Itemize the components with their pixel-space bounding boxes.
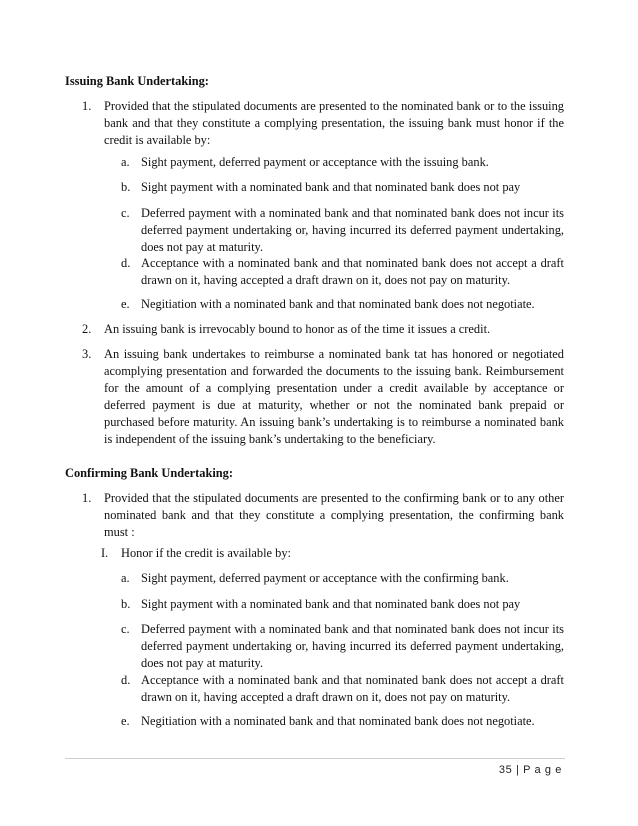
roman-text: Honor if the credit is available by: [121, 546, 291, 560]
page-number: 35 | P a g e [498, 764, 562, 776]
subitem-letter: a. [121, 155, 130, 169]
footer-divider [65, 758, 565, 759]
issuing-item-1 [82, 98, 564, 149]
item-text: An issuing bank is irrevocably bound to honor as of the time it issues a credit. [104, 322, 491, 336]
item-number: 3. [82, 347, 92, 361]
subitem-letter: c. [121, 206, 130, 220]
confirming-subitem-a [121, 570, 564, 587]
item-text: An issuing bank undertakes to reimburse a nominated bank tat has honored or negotiated acomplying presentation and forwarded the documents to the issuing bank. Reimbursement for the amount of a complying presentation under a credit available by acceptance or deferred payment is due at maturity, whether or not the nominated bank prepaid or purchased before maturity. An issuing bank’s undertaking is to reimburse a nominated bank is independent of the issuing bank’s undertaking to the beneficiary. [104, 347, 564, 446]
subitem-text: Sight payment, deferred payment or acceptance with the confirming bank. [141, 571, 509, 585]
subitem-text: Negitiation with a nominated bank and that nominated bank does not negotiate. [141, 297, 535, 311]
subitem-letter: b. [121, 180, 131, 194]
subitem-text: Sight payment with a nominated bank and that nominated bank does not pay [141, 597, 521, 611]
item-text: Provided that the stipulated documents are presented to the confirming bank or to any other nominated bank and that they constitute a complying presentation, the confirming bank must : [104, 491, 564, 539]
item-number: 2. [82, 322, 92, 336]
section-heading-confirming: Confirming Bank Undertaking: [65, 466, 233, 480]
subitem-text: Negitiation with a nominated bank and that nominated bank does not negotiate. [141, 714, 535, 728]
subitem-text: Deferred payment with a nominated bank and that nominated bank does not incur its deferred payment undertaking or, having incurred its deferred payment undertaking, does not pay at maturity. [141, 622, 564, 670]
subitem-letter: e. [121, 297, 130, 311]
subitem-text: Sight payment, deferred payment or acceptance with the issuing bank. [141, 155, 489, 169]
issuing-item-3 [82, 346, 564, 448]
issuing-subitem-a [121, 154, 564, 171]
issuing-subitem-e [121, 296, 564, 313]
subitem-letter: d. [121, 256, 131, 270]
confirming-subitem-e [121, 713, 564, 730]
issuing-item-2 [82, 321, 564, 338]
subitem-letter: c. [121, 622, 130, 636]
issuing-subitem-b [121, 179, 564, 196]
confirming-subitem-b [121, 596, 564, 613]
section-heading-issuing: Issuing Bank Undertaking: [65, 74, 209, 88]
subitem-text: Deferred payment with a nominated bank and that nominated bank does not incur its deferred payment undertaking or, having incurred its deferred payment undertaking, does not pay at maturity. [141, 206, 564, 254]
confirming-subitem-d [121, 672, 564, 706]
subitem-letter: e. [121, 714, 130, 728]
item-number: 1. [82, 491, 92, 505]
roman-numeral: I. [101, 546, 109, 560]
confirming-roman-i [101, 545, 564, 562]
item-text: Provided that the stipulated documents are presented to the nominated bank or to the issuing bank and that they constitute a complying presentation, the issuing bank must honor if the credit is available by: [104, 99, 564, 147]
confirming-subitem-c [121, 621, 564, 672]
item-number: 1. [82, 99, 92, 113]
subitem-letter: a. [121, 571, 130, 585]
confirming-item-1 [82, 490, 564, 541]
subitem-text: Sight payment with a nominated bank and that nominated bank does not pay [141, 180, 521, 194]
subitem-text: Acceptance with a nominated bank and that nominated bank does not accept a draft drawn on it, having accepted a draft drawn on it, does not pay on maturity. [141, 673, 564, 704]
subitem-letter: b. [121, 597, 131, 611]
issuing-subitem-c [121, 205, 564, 256]
issuing-subitem-d [121, 255, 564, 289]
subitem-letter: d. [121, 673, 131, 687]
subitem-text: Acceptance with a nominated bank and that nominated bank does not accept a draft drawn on it, having accepted a draft drawn on it, does not pay on maturity. [141, 256, 564, 287]
